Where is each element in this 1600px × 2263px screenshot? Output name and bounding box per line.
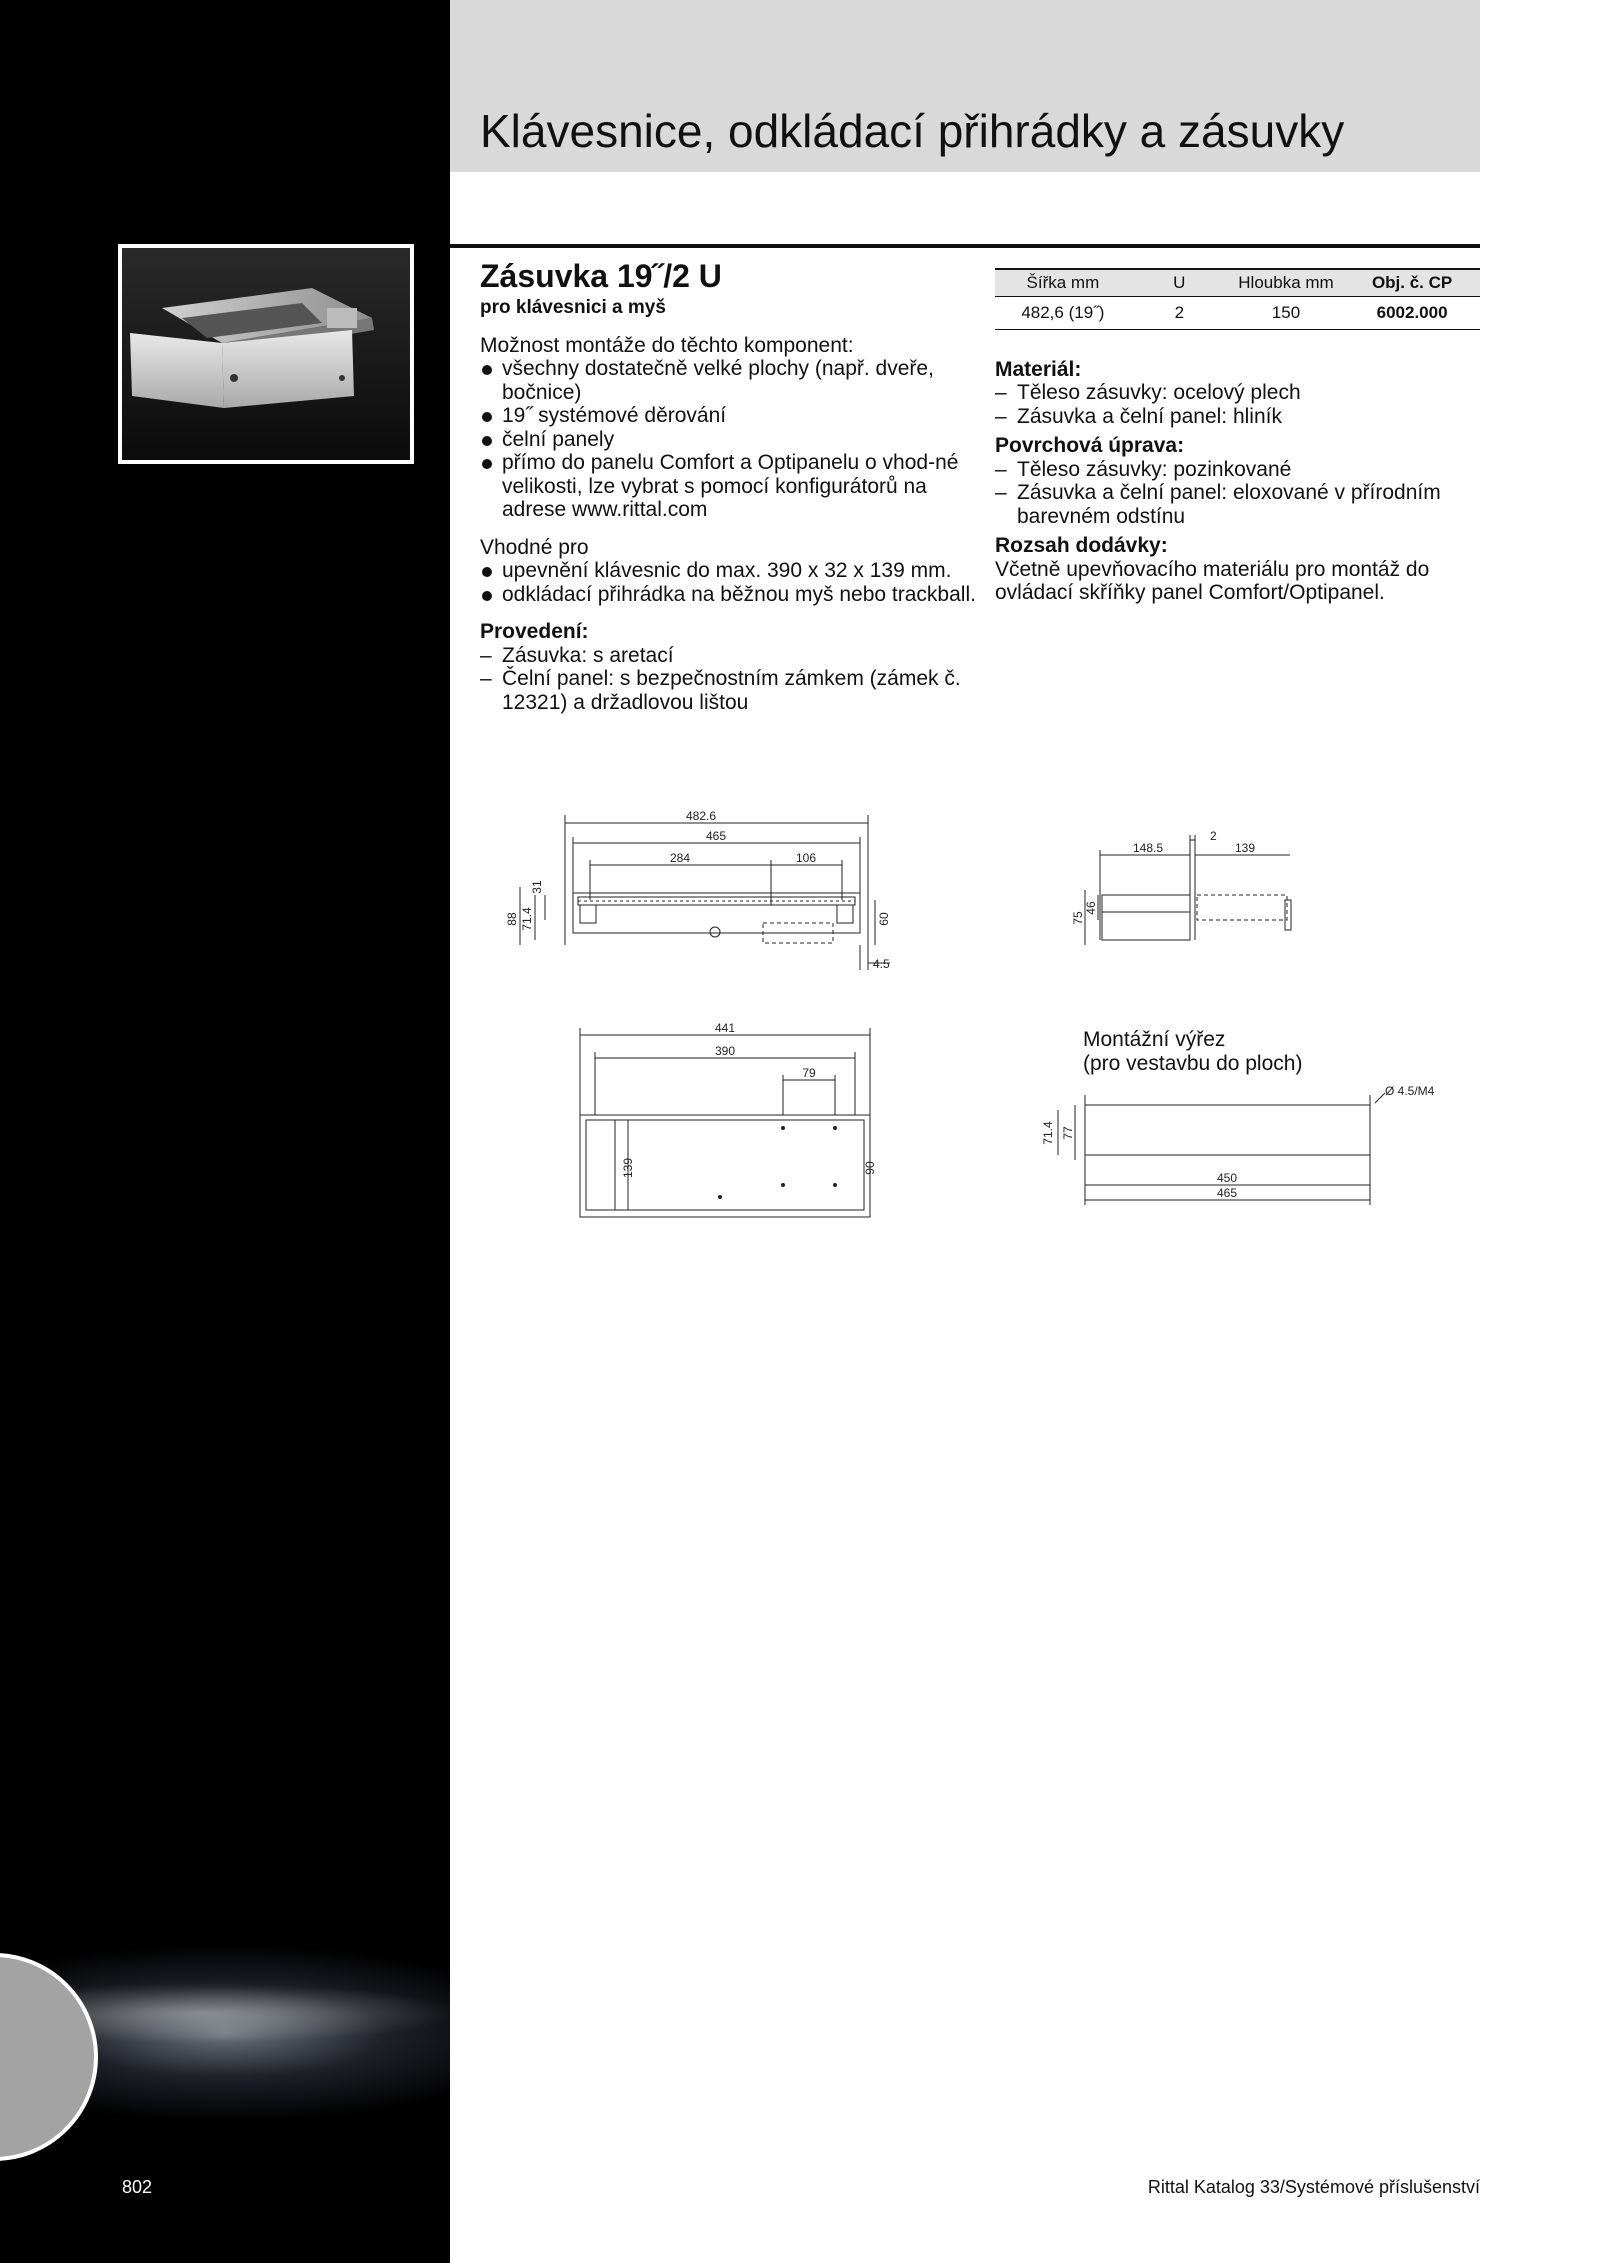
mount-item: čelní panely bbox=[480, 428, 980, 452]
footer-catalog: Rittal Katalog 33/Systémové příslušenství bbox=[1147, 2177, 1480, 2197]
dim-label: 31 bbox=[530, 880, 544, 894]
dim-label: 139 bbox=[621, 1157, 635, 1179]
dim-label: 2 bbox=[1210, 829, 1217, 843]
mount-item: všechny dostatečně velké plochy (např. dveře, bočnice) bbox=[480, 357, 980, 404]
product-subtitle: pro klávesnici a myš bbox=[480, 297, 666, 318]
table-cell: 6002.000 bbox=[1344, 297, 1480, 330]
dim-label: 79 bbox=[802, 1066, 816, 1080]
dim-label: 77 bbox=[1061, 1126, 1075, 1140]
dim-label: 441 bbox=[714, 1021, 736, 1035]
product-title: Zásuvka 19˝/2 U bbox=[480, 258, 722, 294]
dim-label: 148.5 bbox=[1132, 841, 1164, 855]
surface-item: – Zásuvka a čelní panel: eloxované v přírodním barevném odstínu bbox=[995, 481, 1480, 528]
front-view-drawing bbox=[480, 805, 920, 980]
cutout-title-line: Montážní výřez bbox=[1083, 1028, 1226, 1051]
table-cell: 2 bbox=[1131, 297, 1228, 330]
design-item: – Čelní panel: s bezpečnostním zámkem (zámek č. 12321) a držadlovou lištou bbox=[480, 667, 980, 714]
dim-label: 75 bbox=[1071, 911, 1085, 925]
dim-label: 4.5 bbox=[873, 957, 890, 971]
material-item: – Těleso zásuvky: ocelový plech bbox=[995, 381, 1480, 405]
dim-label: 482.6 bbox=[685, 809, 717, 823]
table-cell: 482,6 (19˝) bbox=[995, 297, 1131, 330]
scope-text: Včetně upevňovacího materiálu pro montáž do ovládací skříňky panel Comfort/Optipanel. bbox=[995, 557, 1430, 604]
table-row bbox=[995, 297, 1480, 330]
product-description bbox=[480, 258, 980, 714]
scope-heading: Rozsah dodávky: bbox=[995, 534, 1168, 557]
dim-label: 106 bbox=[795, 851, 817, 865]
dim-label: 71.4 bbox=[520, 907, 534, 931]
surface-heading: Povrchová úprava: bbox=[995, 434, 1185, 457]
dim-label: 60 bbox=[877, 912, 891, 926]
top-view-drawing bbox=[560, 1020, 890, 1220]
table-cell: 150 bbox=[1228, 297, 1344, 330]
suitable-intro: Vhodné pro bbox=[480, 535, 589, 559]
mount-item: 19˝ systémové děrování bbox=[480, 404, 980, 428]
dim-label: 88 bbox=[505, 912, 519, 926]
drawer-photo-image bbox=[122, 248, 410, 460]
cutout-drawing bbox=[1030, 1075, 1450, 1215]
dim-label: 390 bbox=[714, 1044, 736, 1058]
details-block bbox=[995, 358, 1480, 605]
cutout-title bbox=[1083, 1028, 1302, 1076]
suitable-item: odkládací přihrádka na běžnou myš nebo trackball. bbox=[480, 583, 980, 607]
section-rule bbox=[450, 244, 1480, 248]
dim-label: 90 bbox=[863, 1161, 877, 1175]
suitable-item: upevnění klávesnic do max. 390 x 32 x 139 mm. bbox=[480, 559, 980, 583]
dim-label: 71.4 bbox=[1041, 1121, 1055, 1145]
dim-label: 284 bbox=[669, 851, 691, 865]
side-view-drawing bbox=[1040, 820, 1320, 970]
design-item: – Zásuvka: s aretací bbox=[480, 644, 980, 668]
table-header: Šířka mm bbox=[995, 269, 1131, 297]
material-heading: Materiál: bbox=[995, 357, 1082, 381]
table-header: Hloubka mm bbox=[1228, 269, 1344, 297]
table-header: Obj. č. CP bbox=[1344, 269, 1480, 297]
dim-label: 465 bbox=[705, 829, 727, 843]
dim-label: 450 bbox=[1216, 1171, 1238, 1185]
mount-intro: Možnost montáže do těchto komponent: bbox=[480, 333, 854, 357]
cutout-title-line: (pro vestavbu do ploch) bbox=[1083, 1052, 1303, 1075]
table-header: U bbox=[1131, 269, 1228, 297]
material-item: – Zásuvka a čelní panel: hliník bbox=[995, 405, 1480, 429]
product-photo bbox=[118, 244, 414, 464]
mount-item: přímo do panelu Comfort a Optipanelu o vhod-né velikosti, lze vybrat s pomocí konfigurátorů na adrese www.rittal.com bbox=[480, 451, 980, 522]
spec-table bbox=[995, 268, 1480, 330]
surface-item: – Těleso zásuvky: pozinkované bbox=[995, 458, 1480, 482]
page-title: Klávesnice, odkládací přihrádky a zásuvky bbox=[480, 105, 1345, 157]
design-heading: Provedení: bbox=[480, 620, 589, 643]
dim-label: 465 bbox=[1216, 1186, 1238, 1200]
dim-label: Ø 4.5/M4 bbox=[1385, 1084, 1435, 1098]
spec-column bbox=[995, 268, 1480, 605]
dim-label: 46 bbox=[1084, 901, 1098, 915]
dim-label: 139 bbox=[1234, 841, 1256, 855]
page-number: 802 bbox=[122, 2177, 153, 2197]
